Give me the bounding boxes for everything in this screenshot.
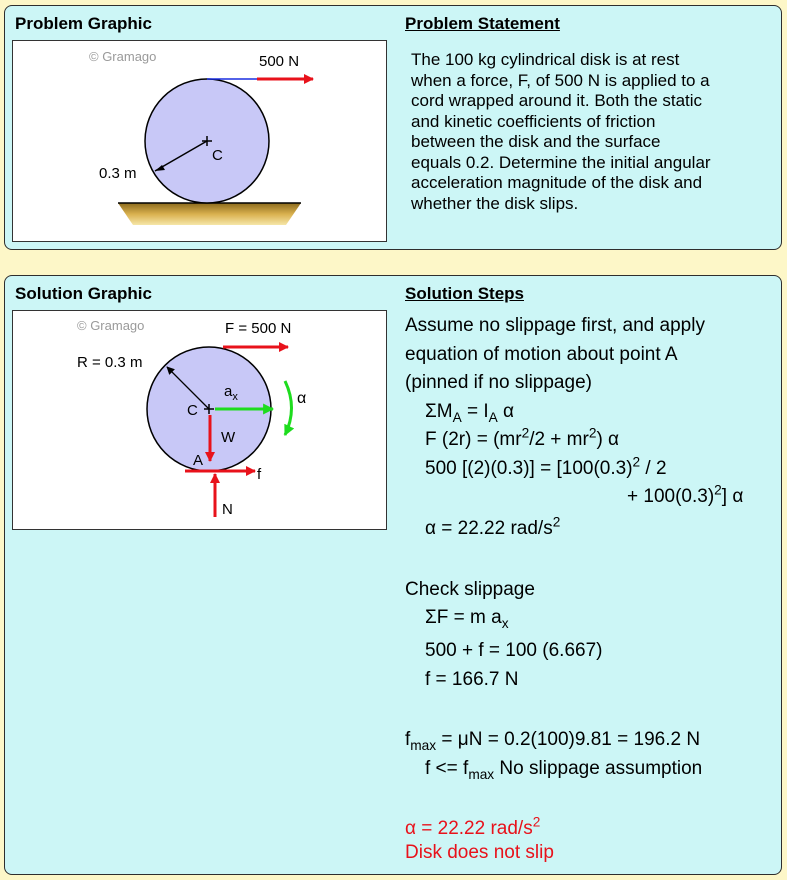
solution-watermark: © Gramago xyxy=(77,318,145,333)
weight-label: W xyxy=(221,429,236,446)
statement-line: equals 0.2. Determine the initial angular xyxy=(411,152,711,172)
statement-line: between the disk and the surface xyxy=(411,132,661,151)
normal-label: N xyxy=(222,501,233,518)
inertia-equation: F $(2r) = (mr^2/2 + mr^2)$ α xyxy=(425,425,620,450)
intro-line: Assume no slippage first, and apply xyxy=(405,315,705,336)
statement-line: whether the disk slips. xyxy=(411,193,579,213)
force-F-label: F = 500 N xyxy=(225,320,292,337)
radius-R-label: R = 0.3 m xyxy=(77,354,143,371)
fmax-equation: $f_{max} = \mu N = 0.2(100)9.81 = 196.2$ N xyxy=(405,729,701,753)
intro-line: (pinned if no slippage) xyxy=(405,372,592,393)
fmax-comparison: $f <= f_{max}$ No slippage assumption xyxy=(425,758,703,782)
solution-steps-heading: Solution Steps xyxy=(405,284,524,303)
final-slip: Disk does not slip xyxy=(405,842,554,863)
statement-line: cord wrapped around it. Both the static xyxy=(411,91,703,110)
friction-label: f xyxy=(257,466,262,483)
moment-equation: $\Sigma M_A = I_A$ α xyxy=(425,401,515,425)
statement-line: when a force, F, of 500 N is applied to a xyxy=(411,70,710,90)
solution-panel xyxy=(4,275,782,875)
alpha-result: α = 22.22 rad/$s^2$ xyxy=(425,514,561,539)
accel-ax-label: $a_x$ xyxy=(224,383,238,403)
numeric-equation-cont: + $100(0.3)^2$] α xyxy=(627,482,744,507)
problem-statement xyxy=(411,50,711,214)
solution-graphic-heading: Solution Graphic xyxy=(15,284,152,303)
statement-line: acceleration magnitude of the disk and xyxy=(411,173,703,192)
check-slippage-title: Check slippage xyxy=(405,579,535,600)
statement-line: The 100 kg cylindrical disk is at rest xyxy=(411,50,680,69)
problem-watermark: © Gramago xyxy=(89,49,157,64)
alpha-label: α xyxy=(297,390,307,407)
force-sum-equation: ΣF = m $a_x$ xyxy=(425,607,509,631)
center-label: C xyxy=(212,147,223,164)
statement-line: and kinetic coefficients of friction xyxy=(411,111,656,131)
solution-graphic xyxy=(12,310,387,530)
problem-statement-heading: Problem Statement xyxy=(405,14,560,33)
problem-graphic-heading: Problem Graphic xyxy=(15,14,152,33)
alpha-arrow xyxy=(285,381,292,435)
intro-line: equation of motion about point A xyxy=(405,344,678,365)
problem-graphic xyxy=(12,40,387,242)
center-C-label: C xyxy=(187,402,198,419)
final-alpha: α = 22.22 rad/$s^2$ xyxy=(405,814,541,839)
friction-result: f = 166.7 N xyxy=(425,669,519,690)
point-A-label: A xyxy=(193,452,204,469)
radius-label: 0.3 m xyxy=(99,165,137,182)
force-label: 500 N xyxy=(259,53,300,70)
force-substitution: 500 + f = 100 (6.667) xyxy=(425,640,603,661)
ground xyxy=(118,203,301,225)
numeric-equation: 500 $[(2)(0.3)] = [100(0.3)^2 / 2$ xyxy=(425,454,667,479)
problem-panel xyxy=(4,5,782,250)
